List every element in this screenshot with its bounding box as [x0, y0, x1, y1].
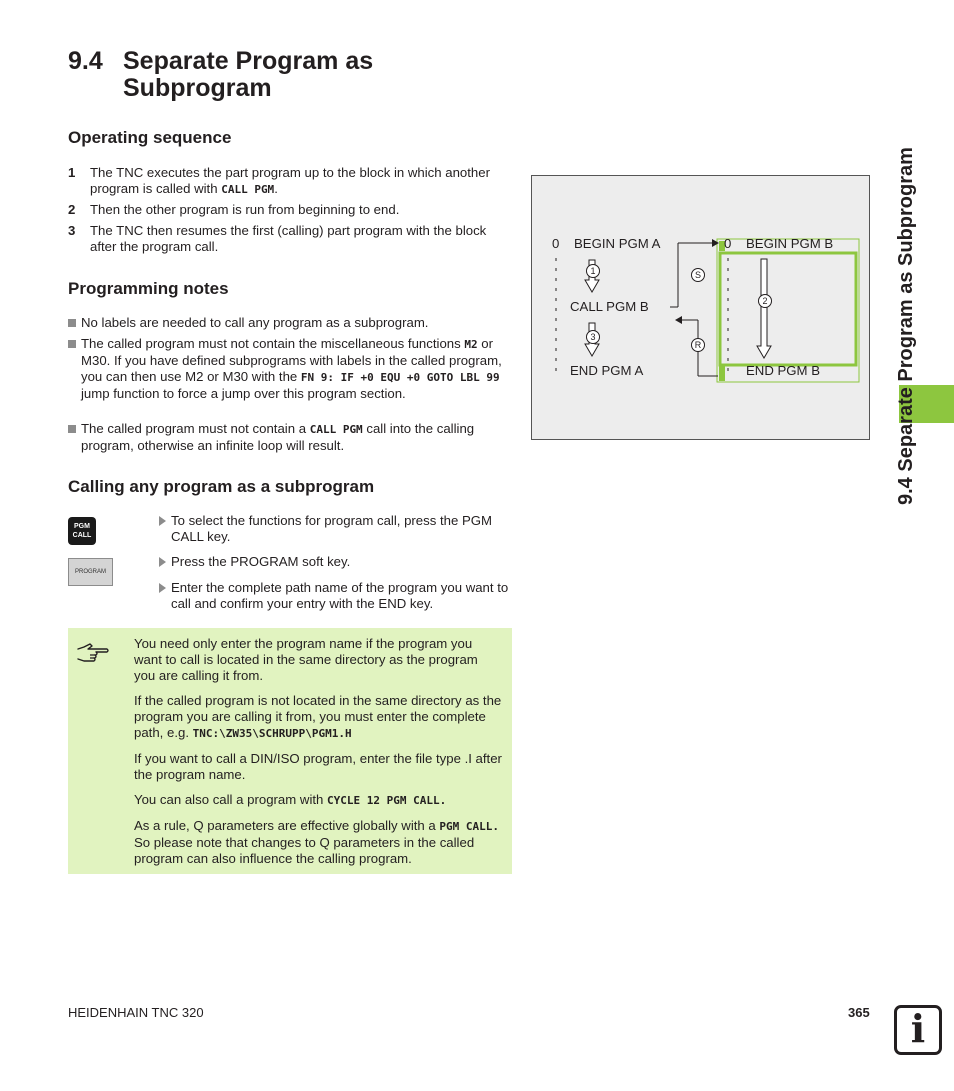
program-softkey-icon: PROGRAM	[68, 558, 113, 586]
bullet-square-icon	[68, 319, 76, 327]
arrow-right-icon	[159, 583, 166, 593]
info-icon: i	[894, 1005, 942, 1055]
begin-pgm-a-label: BEGIN PGM A	[574, 236, 661, 251]
info-paragraph-3: If you want to call a DIN/ISO program, enter the file type .I after the program name.	[134, 751, 502, 782]
arrow-right-icon	[159, 516, 166, 526]
call-pgm-b-label: CALL PGM B	[570, 299, 649, 314]
marker-s: S	[691, 268, 705, 282]
operating-sequence-heading: Operating sequence	[68, 128, 232, 147]
line-number-left: 0	[552, 236, 560, 251]
page-number: 365	[848, 1005, 870, 1020]
info-box	[68, 628, 512, 874]
programming-notes-heading: Programming notes	[68, 279, 229, 298]
section-number: 9.4	[68, 47, 103, 75]
info-paragraph-2: If the called program is not located in the same directory as the program you are calling it from, you must enter the complete path, e.g. TNC:\ZW35\SCHRUPP\PGM1.H	[134, 693, 502, 740]
info-paragraph-4: You can also call a program with CYCLE 12 PGM CALL.	[134, 792, 447, 807]
arrow-right-icon	[159, 557, 166, 567]
end-pgm-b-label: END PGM B	[746, 363, 821, 378]
bullet-square-icon	[68, 425, 76, 433]
step-number: 1	[68, 165, 76, 180]
subprogram-call-diagram	[531, 175, 870, 440]
step-text: Then the other program is run from beginning to end.	[90, 202, 400, 217]
pgm-call-key-icon: PGM CALL	[68, 517, 96, 545]
marker-r: R	[691, 338, 705, 352]
step-marker-1: 1	[586, 264, 600, 278]
info-paragraph-5: As a rule, Q parameters are effective globally with a PGM CALL. So please note that changes to Q parameters in the called program can also influence the calling program.	[134, 818, 500, 866]
footer-manual-name: HEIDENHAIN TNC 320	[68, 1005, 204, 1020]
info-paragraph-1: You need only enter the program name if the program you want to call is located in the same directory as the program you are calling it from.	[134, 636, 478, 683]
step-number: 2	[68, 202, 76, 217]
end-pgm-a-label: END PGM A	[570, 363, 644, 378]
step-text: The TNC then resumes the first (calling) part program with the block after the program call.	[90, 223, 487, 254]
code-call-pgm: CALL PGM	[221, 183, 275, 196]
step-marker-3: 3	[586, 330, 600, 344]
begin-pgm-b-label: BEGIN PGM B	[746, 236, 834, 251]
line-number-right: 0	[724, 236, 732, 251]
pointing-hand-icon	[76, 640, 110, 666]
step-text: The TNC executes the part program up to the block in which another program is called with CALL PGM.	[90, 165, 490, 196]
calling-heading: Calling any program as a subprogram	[68, 477, 375, 496]
step-number: 3	[68, 223, 76, 238]
section-title: Separate Program as Subprogram	[123, 47, 374, 102]
bullet-square-icon	[68, 340, 76, 348]
step-marker-2: 2	[758, 294, 772, 308]
